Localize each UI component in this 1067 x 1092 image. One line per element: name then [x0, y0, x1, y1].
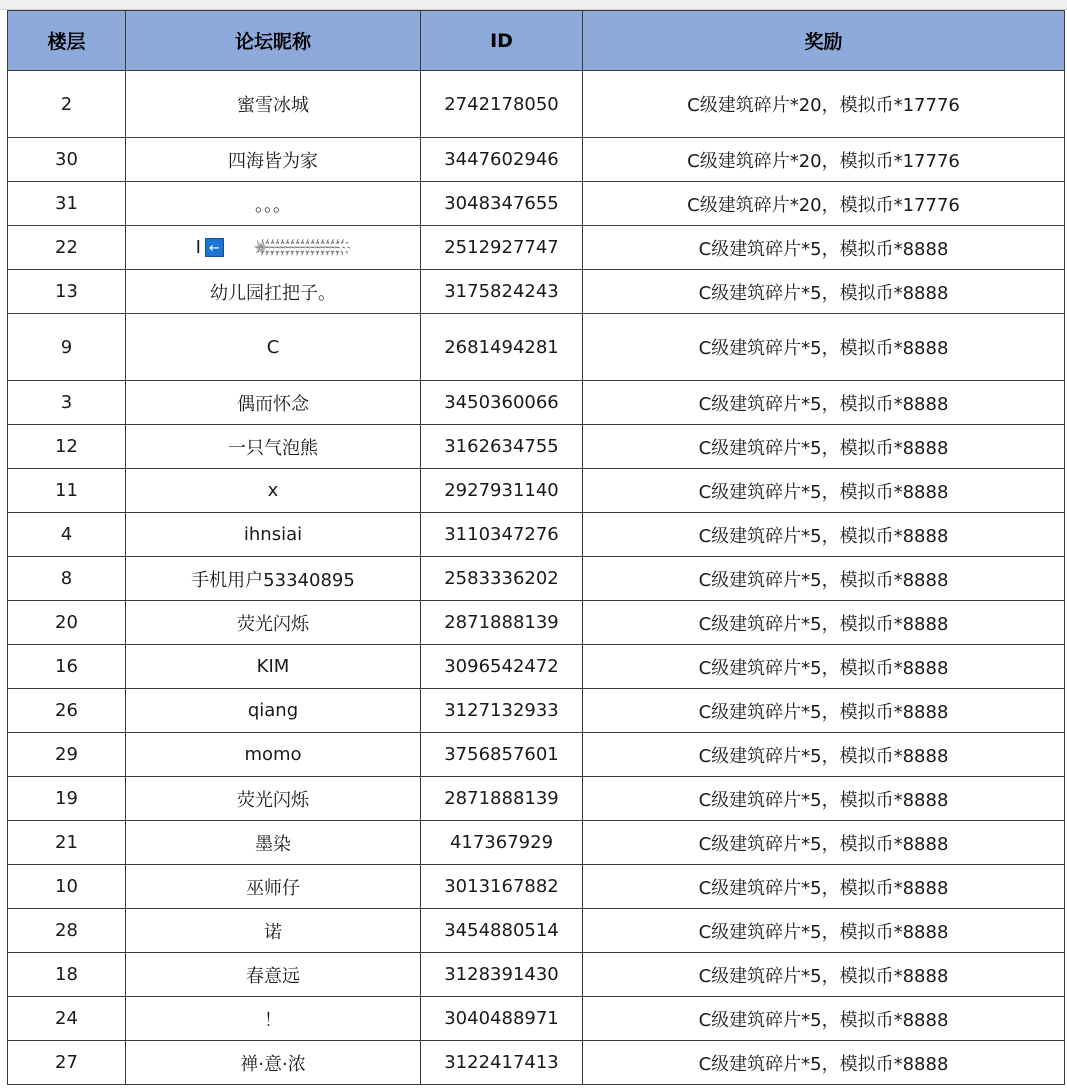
id-cell: 3454880514: [421, 909, 583, 953]
floor-cell: 3: [8, 381, 126, 425]
table-row: [8, 469, 1065, 513]
id-cell: 3096542472: [421, 645, 583, 689]
nickname-cell: 。。。: [126, 182, 421, 226]
nickname-cell: 荧光闪烁: [126, 601, 421, 645]
nickname-cell: 禅·意·浓: [126, 1041, 421, 1085]
table-row: [8, 226, 1065, 270]
floor-cell: 29: [8, 733, 126, 777]
id-cell: 3162634755: [421, 425, 583, 469]
reward-cell: C级建筑碎片*5，模拟币*8888: [583, 314, 1065, 381]
nickname-cell: ！: [126, 997, 421, 1041]
id-cell: 2512927747: [421, 226, 583, 270]
floor-cell: 27: [8, 1041, 126, 1085]
floor-cell: 13: [8, 270, 126, 314]
id-cell: 2681494281: [421, 314, 583, 381]
floor-cell: 19: [8, 777, 126, 821]
header-row: [8, 11, 1065, 71]
nickname-cell: 墨染: [126, 821, 421, 865]
reward-cell: C级建筑碎片*5，模拟币*8888: [583, 270, 1065, 314]
table-row: [8, 138, 1065, 182]
reward-cell: C级建筑碎片*5，模拟币*8888: [583, 1041, 1065, 1085]
header-reward: 奖励: [583, 11, 1065, 71]
floor-cell: 21: [8, 821, 126, 865]
id-cell: 3175824243: [421, 270, 583, 314]
nickname-cell: KIM: [126, 645, 421, 689]
nickname-cell: 幼儿园扛把子。: [126, 270, 421, 314]
reward-cell: C级建筑碎片*5，模拟币*8888: [583, 953, 1065, 997]
reward-cell: C级建筑碎片*5，模拟币*8888: [583, 645, 1065, 689]
reward-cell: C级建筑碎片*5，模拟币*8888: [583, 381, 1065, 425]
top-strip: [0, 0, 1067, 10]
floor-cell: 28: [8, 909, 126, 953]
id-cell: 3013167882: [421, 865, 583, 909]
table-row: [8, 645, 1065, 689]
id-cell: 2871888139: [421, 777, 583, 821]
table-row: [8, 865, 1065, 909]
reward-cell: C级建筑碎片*5，模拟币*8888: [583, 865, 1065, 909]
floor-cell: 11: [8, 469, 126, 513]
reward-cell: C级建筑碎片*5，模拟币*8888: [583, 777, 1065, 821]
table-row: [8, 689, 1065, 733]
nickname-cell: [126, 226, 421, 270]
left-arrow-box-icon: ←: [205, 238, 224, 257]
nickname-cell: x: [126, 469, 421, 513]
nickname-composite: [196, 237, 351, 258]
header-floor: 楼层: [8, 11, 126, 71]
table-row: [8, 821, 1065, 865]
id-cell: 2742178050: [421, 71, 583, 138]
nickname-cell: 手机用户53340895: [126, 557, 421, 601]
reward-cell: C级建筑碎片*5，模拟币*8888: [583, 469, 1065, 513]
reward-cell: C级建筑碎片*5，模拟币*8888: [583, 226, 1065, 270]
floor-cell: 22: [8, 226, 126, 270]
nickname-cell: 诺: [126, 909, 421, 953]
floor-cell: 26: [8, 689, 126, 733]
id-cell: 2583336202: [421, 557, 583, 601]
floor-cell: 20: [8, 601, 126, 645]
reward-cell: C级建筑碎片*5，模拟币*8888: [583, 425, 1065, 469]
table-row: [8, 557, 1065, 601]
table-row: [8, 182, 1065, 226]
table-row: [8, 1041, 1065, 1085]
nickname-prefix: I: [195, 237, 201, 258]
reward-cell: C级建筑碎片*5，模拟币*8888: [583, 733, 1065, 777]
floor-cell: 9: [8, 314, 126, 381]
reward-cell: C级建筑碎片*5，模拟币*8888: [583, 557, 1065, 601]
id-cell: 3127132933: [421, 689, 583, 733]
id-cell: 3756857601: [421, 733, 583, 777]
table-row: [8, 314, 1065, 381]
nickname-suffix: ❁҉҉҉҉҉҉҉҉҉҉҉҉҉҉҉҉҉: [255, 240, 351, 255]
reward-cell: C级建筑碎片*5，模拟币*8888: [583, 601, 1065, 645]
table-row: [8, 953, 1065, 997]
id-cell: 2927931140: [421, 469, 583, 513]
reward-cell: C级建筑碎片*5，模拟币*8888: [583, 513, 1065, 557]
reward-cell: C级建筑碎片*20，模拟币*17776: [583, 182, 1065, 226]
floor-cell: 4: [8, 513, 126, 557]
id-cell: 2871888139: [421, 601, 583, 645]
reward-cell: C级建筑碎片*5，模拟币*8888: [583, 821, 1065, 865]
nickname-cell: 春意远: [126, 953, 421, 997]
floor-cell: 24: [8, 997, 126, 1041]
floor-cell: 12: [8, 425, 126, 469]
table-row: [8, 71, 1065, 138]
floor-cell: 16: [8, 645, 126, 689]
id-cell: 3122417413: [421, 1041, 583, 1085]
floor-cell: 30: [8, 138, 126, 182]
floor-cell: 8: [8, 557, 126, 601]
table-row: [8, 601, 1065, 645]
id-cell: 3110347276: [421, 513, 583, 557]
nickname-cell: 巫师仔: [126, 865, 421, 909]
table-row: [8, 777, 1065, 821]
id-cell: 3048347655: [421, 182, 583, 226]
reward-cell: C级建筑碎片*5，模拟币*8888: [583, 689, 1065, 733]
header-nickname: 论坛昵称: [126, 11, 421, 71]
rewards-table: [7, 10, 1065, 1085]
nickname-cell: 荧光闪烁: [126, 777, 421, 821]
nickname-cell: momo: [126, 733, 421, 777]
reward-cell: C级建筑碎片*20，模拟币*17776: [583, 71, 1065, 138]
id-cell: 3447602946: [421, 138, 583, 182]
reward-cell: C级建筑碎片*5，模拟币*8888: [583, 997, 1065, 1041]
nickname-cell: ihnsiai: [126, 513, 421, 557]
table-row: [8, 997, 1065, 1041]
nickname-cell: 偶而怀念: [126, 381, 421, 425]
table-row: [8, 909, 1065, 953]
nickname-cell: C: [126, 314, 421, 381]
table-row: [8, 381, 1065, 425]
table-row: [8, 513, 1065, 557]
header-id: ID: [421, 11, 583, 71]
floor-cell: 2: [8, 71, 126, 138]
id-cell: 3040488971: [421, 997, 583, 1041]
table-row: [8, 425, 1065, 469]
floor-cell: 10: [8, 865, 126, 909]
table-row: [8, 270, 1065, 314]
reward-cell: C级建筑碎片*20，模拟币*17776: [583, 138, 1065, 182]
id-cell: 3450360066: [421, 381, 583, 425]
id-cell: 417367929: [421, 821, 583, 865]
id-cell: 3128391430: [421, 953, 583, 997]
reward-cell: C级建筑碎片*5，模拟币*8888: [583, 909, 1065, 953]
table-row: [8, 733, 1065, 777]
floor-cell: 18: [8, 953, 126, 997]
floor-cell: 31: [8, 182, 126, 226]
nickname-cell: 一只气泡熊: [126, 425, 421, 469]
nickname-cell: 四海皆为家: [126, 138, 421, 182]
nickname-cell: qiang: [126, 689, 421, 733]
nickname-cell: 蜜雪冰城: [126, 71, 421, 138]
